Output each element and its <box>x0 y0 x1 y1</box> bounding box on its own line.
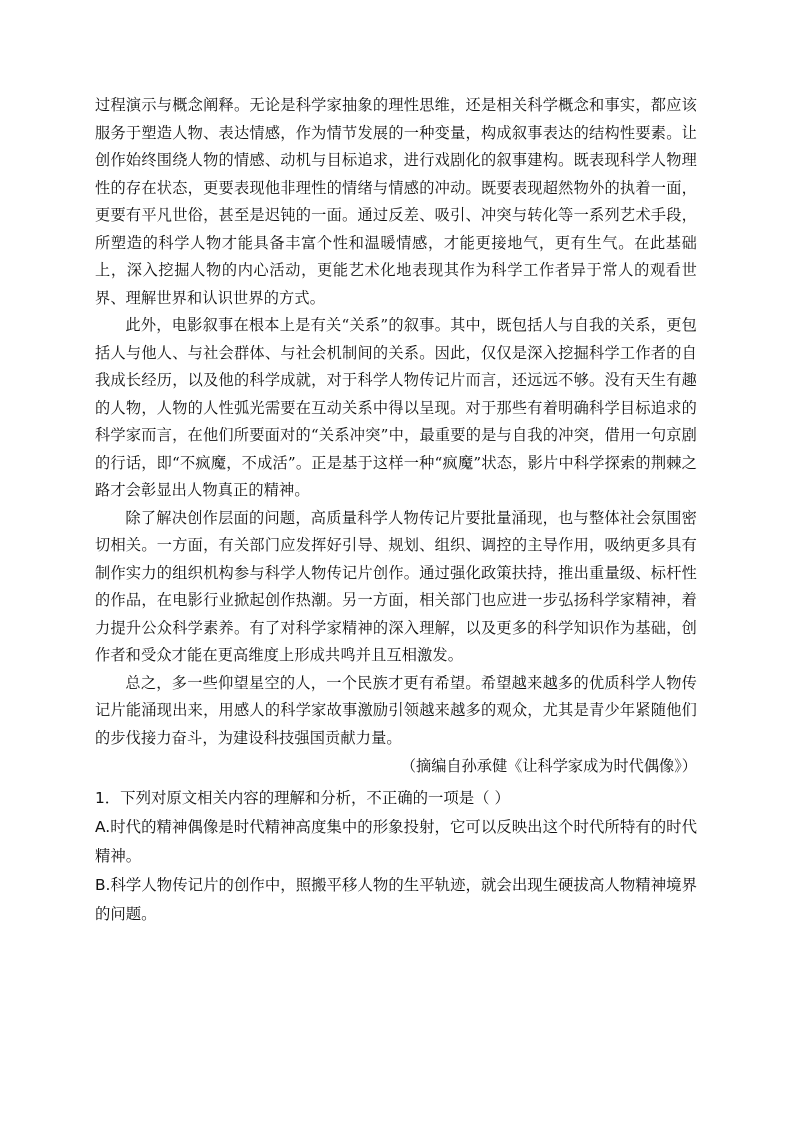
article-source-citation: （摘编自孙承健《让科学家成为时代偶像》） <box>400 757 697 775</box>
article-paragraph-3: 除了解决创作层面的问题，高质量科学人物传记片要批量涌现，也与整体社会氛围密切相关。一方面，有关部门应发挥好引导、规划、组织、调控的主导作用，吸纳更多具有制作实力的组织机构参与科学人物传记片创作。通过强化政策扶持，推出重量级、标杆性的作品，在电影行业掀起创作热潮。另一方面，相关部门也应进一步弘扬科学家精神，着力提升公众科学素养。有了对科学家精神的深入理解，以及更多的科学知识作为基础，创作者和受众才能在更高维度上形成共鸣并且互相激发。 <box>95 508 697 664</box>
article-paragraph-4: 总之，多一些仰望星空的人，一个民族才更有希望。希望越来越多的优质科学人物传记片能涌现出来，用感人的科学家故事激励引领越来越多的观众，尤其是青少年紧随他们的步伐接力奋斗，为建设科技强国贡献力量。 <box>95 673 697 747</box>
article-paragraph-2: 此外，电影叙事在根本上是有关“关系”的叙事。其中，既包括人与自我的关系，更包括人与他人、与社会群体、与社会机制间的关系。因此，仅仅是深入挖掘科学工作者的自我成长经历，以及他的科学成就，对于科学人物传记片而言，还远远不够。没有天生有趣的人物，人物的人性弧光需要在互动关系中得以呈现。对于那些有着明确科学目标追求的科学家而言，在他们所要面对的“关系冲突”中，最重要的是与自我的冲突，借用一句京剧的行话，即“不疯魔，不成活”。正是基于这样一种“疯魔”状态，影片中科学探索的荆棘之路才会彰显出人物真正的精神。 <box>95 316 697 499</box>
question-block <box>95 784 697 929</box>
question-stem: 1．下列对原文相关内容的理解和分析，不正确的一项是（ ） <box>95 789 510 807</box>
question-option-b: B.科学人物传记片的创作中，照搬平移人物的生平轨迹，就会出现生硬拔高人物精神境界的问题。 <box>95 876 697 923</box>
document-content <box>95 92 697 929</box>
article-paragraph-1: 过程演示与概念阐释。无论是科学家抽象的理性思维，还是相关科学概念和事实，都应该服务于塑造人物、表达情感，作为情节发展的一种变量，构成叙事表达的结构性要素。让创作始终围绕人物的情感、动机与目标追求，进行戏剧化的叙事建构。既表现科学人物理性的存在状态，更要表现他非理性的情绪与情感的冲动。既要表现超然物外的执着一面，更要有平凡世俗，甚至是迟钝的一面。通过反差、吸引、冲突与转化等一系列艺术手段，所塑造的科学人物才能具备丰富个性和温暖情感，才能更接地气，更有生气。在此基础上，深入挖掘人物的内心活动，更能艺术化地表现其作为科学工作者异于常人的观看世界、理解世界和认识世界的方式。 <box>95 96 697 307</box>
question-option-a: A.时代的精神偶像是时代精神高度集中的形象投射，它可以反映出这个时代所特有的时代精神。 <box>95 818 697 865</box>
